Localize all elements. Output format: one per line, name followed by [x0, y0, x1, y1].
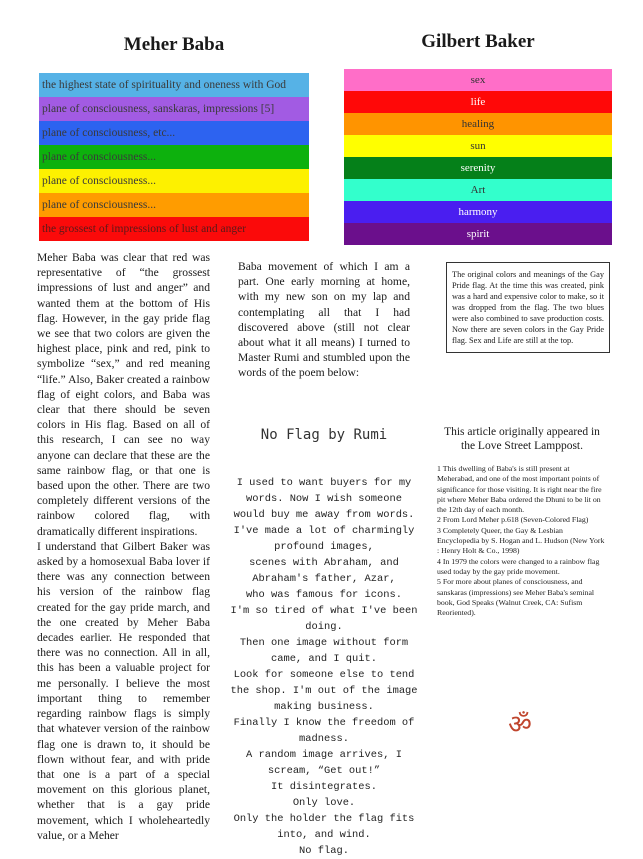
footnote: 2 From Lord Meher p.618 (Seven-Colored Flag)	[437, 515, 589, 525]
poem-line: Look for someone else to tend	[233, 669, 415, 681]
poem-line: came, and I quit.	[270, 653, 377, 665]
poem-line: I used to want buyers for my	[236, 477, 412, 489]
meher-baba-heading: Meher Baba	[123, 34, 225, 55]
poem-line: who was famous for icons.	[246, 589, 402, 601]
baba-flag-band: plane of consciousness, etc...	[39, 121, 309, 145]
poem-line: I've made a lot of charmingly	[233, 525, 415, 537]
poem-line: into, and wind.	[277, 829, 371, 841]
left-column-text	[37, 250, 210, 843]
gilbert-baker-flag	[344, 69, 612, 245]
baker-flag-band: harmony	[344, 201, 612, 223]
baba-flag-band: plane of consciousness...	[39, 145, 309, 169]
baker-flag-band: life	[344, 91, 612, 113]
flag-colors-note-box: The original colors and meanings of the Gay Pride flag. At the time this was created, pink was a hard and expensive color to make, so it was dropped from the flag. The two blues were also combined to save production costs. Now there are seven colors in the Gay Pride flag. Sex and Life are still at the top.	[446, 262, 610, 353]
poem-line: words. Now I wish someone	[246, 493, 402, 505]
article-origin-note: This article originally appeared in the Love Street Lamppost.	[444, 426, 600, 452]
footnote: 1 This dwelling of Baba's is still present at Meherabad, and one of the most important points of significance for those visiting. It is right near the fire pit where Meher Baba ordered the Dhuni to be lit on the 12th day of each month.	[437, 464, 602, 515]
poem-line: I'm so tired of what I've been	[230, 605, 418, 617]
footnotes	[437, 464, 607, 618]
meher-baba-flag	[39, 73, 309, 241]
poem-line: doing.	[305, 621, 343, 633]
poem-line: A random image arrives, I	[246, 749, 402, 761]
baker-flag-band: healing	[344, 113, 612, 135]
poem-line: Only love.	[292, 797, 356, 809]
baker-flag-band: sun	[344, 135, 612, 157]
footnote: 4 In 1979 the colors were changed to a rainbow flag used today by the gay pride movement.	[437, 556, 600, 576]
poem-line: profound images,	[274, 541, 374, 553]
baba-flag-band: the highest state of spirituality and oneness with God	[39, 73, 309, 97]
baba-flag-band: plane of consciousness...	[39, 193, 309, 217]
poem-title: No Flag by Rumi	[260, 427, 388, 443]
baker-flag-band: serenity	[344, 157, 612, 179]
poem-line: madness.	[299, 733, 349, 745]
gilbert-baker-heading: Gilbert Baker	[421, 31, 535, 52]
baker-flag-band: spirit	[344, 223, 612, 245]
poem-line: scenes with Abraham, and	[249, 557, 399, 569]
baba-flag-band: plane of consciousness...	[39, 169, 309, 193]
poem-line: No flag.	[299, 845, 349, 857]
om-symbol-icon: ॐ	[508, 710, 532, 740]
poem-line: Abraham's father, Azar,	[252, 573, 396, 585]
footnote: 5 For more about planes of consciousness, and sanskaras (impressions) see Meher Baba's seminal book, God Speaks (Walnut Creek, CA: Sufism Reoriented).	[437, 577, 595, 618]
poem-line: scream, “Get out!”	[267, 765, 381, 777]
poem-body	[224, 475, 424, 859]
baker-flag-band: Art	[344, 179, 612, 201]
baba-flag-band: the grossest of impressions of lust and anger	[39, 217, 309, 241]
left-column-paragraph-2: I understand that Gilbert Baker was asked by a homosexual Baba lover if there was any connection between his version of the rainbow flag created for the gay pride march, and the one created by Meher Baba decades earlier. He responded that there was no connection. All in all, this has been a valuable project for me personally. I believe the most important thing to remember regarding rainbow flags is simply that whatever version of the rainbow flag one is drawn to, it should be flown without fear, and with pride that one is a part of a special movement on this glorious planet, whether that is a gay pride movement, which I wholeheartedly value, or a Meher	[37, 539, 210, 842]
poem-line: Only the holder the flag fits	[233, 813, 415, 825]
poem-line: Then one image without form	[239, 637, 409, 649]
poem-line: the shop. I'm out of the image	[230, 685, 418, 697]
poem-line: would buy me away from words.	[233, 509, 415, 521]
poem-line: It disintegrates.	[270, 781, 377, 793]
baba-flag-band: plane of consciousness, sanskaras, impressions [5]	[39, 97, 309, 121]
left-column-paragraph-1: Meher Baba was clear that red was representative of “the grossest impressions of lust and anger” and wanted them at the bottom of His flag. However, in the gay pride flag we see that two colors are given the highest place, pink and red, pink to symbolize “sex,” and red meaning “life.” Also, Baker created a rainbow flag of eight colors, and Baba was clear that there should be seven colors in His flag. Based on all of this research, I can see no way anyone can declare that these are the same rainbow flag, or that one is based upon the other. There are two completely different versions of the rainbow colored flag, with dramatically different inspirations.	[37, 251, 210, 538]
footnote: 3 Completely Queer, the Gay & Lesbian Encyclopedia by S. Hogan and L. Hudson (New York : Henry Holt & Co., 1998)	[437, 525, 605, 556]
poem-line: Finally I know the freedom of	[233, 717, 415, 729]
middle-column-text: Baba movement of which I am a part. One early morning at home, with my new son on my lap and contemplating all that I had discovered above (still not clear about what it all means) I turned to Master Rumi and stumbled upon the words of the poem below:	[238, 260, 410, 380]
baker-flag-band: sex	[344, 69, 612, 91]
poem-line: making business.	[274, 701, 374, 713]
